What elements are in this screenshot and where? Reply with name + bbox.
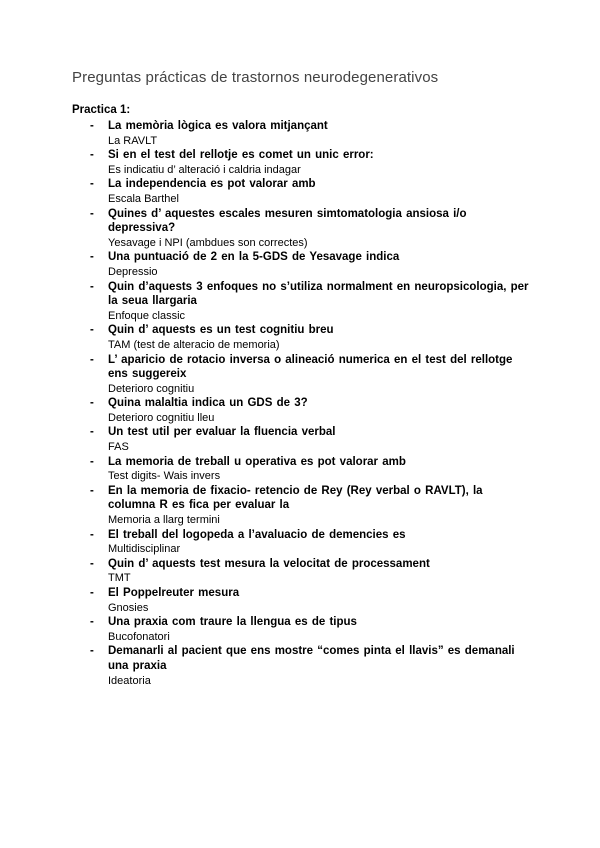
question-text: Si en el test del rellotje es comet un unic error:	[108, 149, 374, 162]
question-list	[72, 119, 532, 688]
question-text: El Poppelreuter mesura	[108, 587, 240, 599]
list-item	[72, 425, 532, 454]
bullet-dash: -	[90, 149, 94, 162]
bullet-dash: -	[90, 557, 94, 570]
question-text: Quin d’ aquests es un test cognitiu breu	[108, 324, 334, 337]
list-item	[72, 484, 532, 528]
bullet-dash: -	[90, 484, 94, 497]
bullet-dash: -	[90, 397, 94, 410]
bullet-dash: -	[90, 251, 94, 264]
question-text: El treball del logopeda a l’avaluacio de demencies es	[108, 528, 406, 541]
bullet-dash: -	[90, 426, 94, 439]
bullet-dash: -	[90, 353, 94, 366]
question-text: La independencia es pot valorar amb	[108, 178, 316, 191]
document-title: Preguntas prácticas de trastornos neurodegenerativos	[72, 69, 439, 86]
list-item	[72, 396, 532, 425]
answer-text: Deterioro cognitiu	[108, 382, 195, 395]
answer-text: La RAVLT	[108, 134, 158, 147]
list-item	[72, 644, 532, 688]
bullet-dash: -	[90, 645, 94, 658]
list-item	[72, 148, 532, 177]
question-text: Una puntuació de 2 en la 5-GDS de Yesavage indica	[108, 251, 400, 264]
list-item	[72, 455, 532, 484]
list-item	[72, 280, 532, 324]
question-text: Quina malaltia indica un GDS de 3?	[108, 397, 308, 410]
question-text: Demanarli al pacient que ens mostre “comes pinta el llavis” es demanali una praxia	[108, 645, 515, 672]
answer-text: Yesavage i NPI (ambdues son correctes)	[108, 236, 308, 249]
bullet-dash: -	[90, 120, 94, 132]
bullet-dash: -	[90, 178, 94, 191]
question-text: En la memoria de fixacio- retencio de Rey (Rey verbal o RAVLT), la columna R es fica per evaluar la	[108, 484, 483, 512]
question-text: Una praxia com traure la llengua es de tipus	[108, 616, 357, 629]
answer-text: Test digits- Wais invers	[108, 470, 221, 483]
bullet-dash: -	[90, 528, 94, 541]
list-item	[72, 207, 532, 251]
answer-text: TAM (test de alteracio de memoria)	[108, 338, 280, 351]
bullet-dash: -	[90, 616, 94, 629]
list-item	[72, 177, 532, 206]
answer-text: Es indicatiu d’ alteració i caldria indagar	[108, 163, 301, 176]
bullet-dash: -	[90, 455, 94, 468]
answer-text: Escala Barthel	[108, 192, 179, 205]
question-text: L’ aparicio de rotacio inversa o alineació numerica en el test del rellotge ens suggereix	[108, 353, 513, 381]
answer-text: TMT	[108, 572, 131, 585]
answer-text: Depressio	[108, 265, 158, 278]
list-item	[72, 586, 532, 615]
list-item	[72, 528, 532, 557]
answer-text: Bucofonatori	[108, 630, 170, 643]
question-text: La memoria de treball u operativa es pot valorar amb	[108, 455, 406, 468]
bullet-dash: -	[90, 207, 94, 220]
list-item	[72, 250, 532, 279]
answer-text: FAS	[108, 441, 129, 454]
list-item	[72, 557, 532, 586]
answer-text: Ideatoria	[108, 674, 151, 687]
answer-text: Memoria a llarg termini	[108, 514, 220, 527]
question-text: La memòria lògica es valora mitjançant	[108, 120, 328, 132]
answer-text: Deterioro cognitiu lleu	[108, 411, 215, 424]
bullet-dash: -	[90, 324, 94, 337]
answer-text: Enfoque classic	[108, 309, 186, 322]
question-text: Quines d’ aquestes escales mesuren simtomatologia ansiosa i/o depressiva?	[108, 207, 467, 235]
bullet-dash: -	[90, 587, 94, 599]
list-item	[72, 353, 532, 397]
question-text: Un test util per evaluar la fluencia verbal	[108, 426, 336, 439]
answer-text: Multidisciplinar	[108, 543, 181, 556]
bullet-dash: -	[90, 280, 94, 293]
question-text: Quin d’aquests 3 enfoques no s’utiliza normalment en neuropsicologia, per la seua llargaria	[108, 280, 529, 308]
answer-text: Gnosies	[108, 601, 149, 614]
list-item	[72, 119, 532, 148]
question-text: Quin d’ aquests test mesura la velocitat de processament	[108, 557, 430, 570]
section-title: Practica 1:	[72, 104, 131, 116]
list-item	[72, 323, 532, 352]
list-item	[72, 615, 532, 644]
